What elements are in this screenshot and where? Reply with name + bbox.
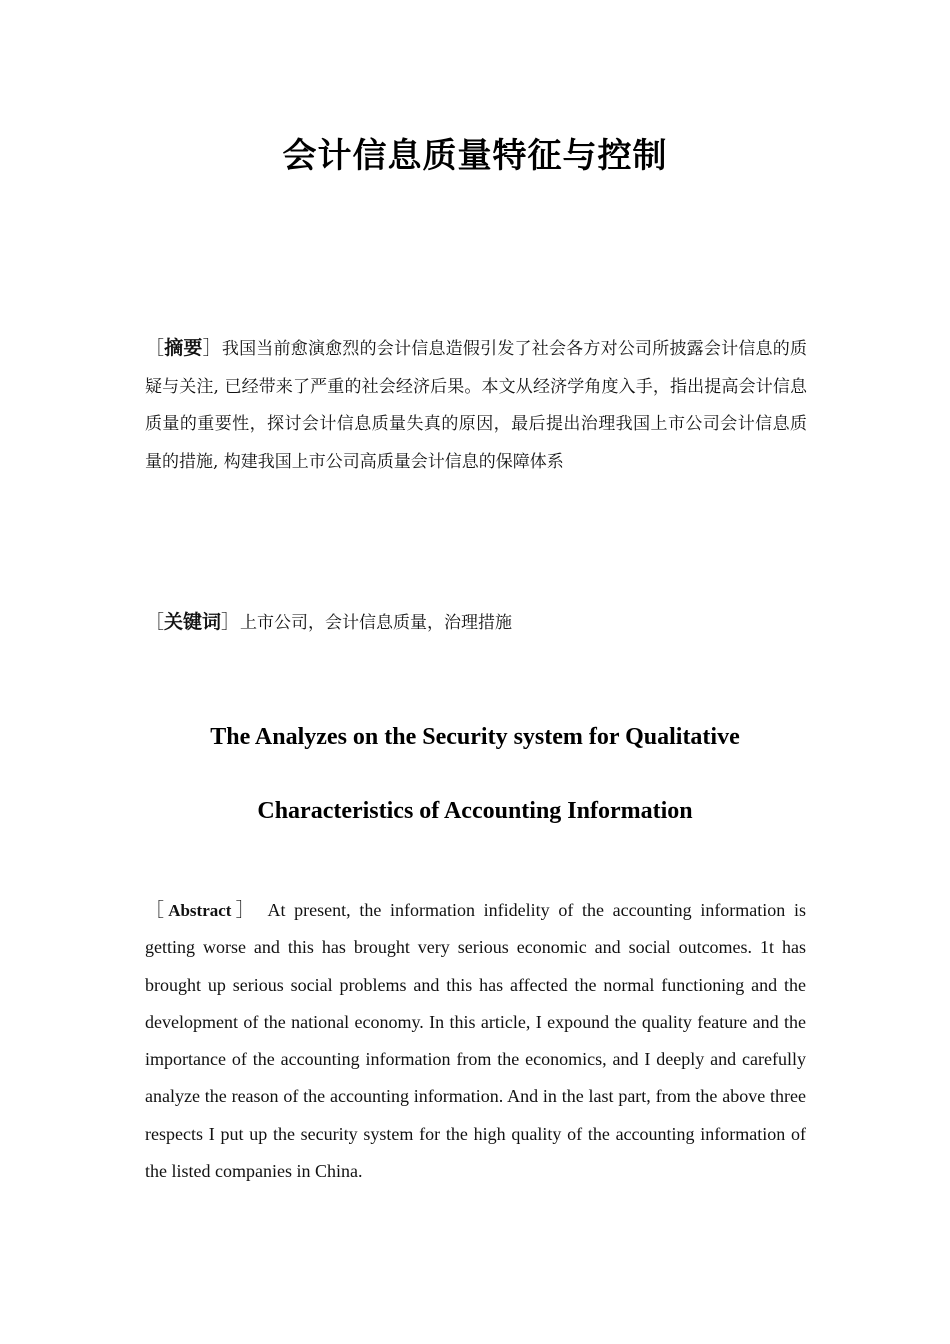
english-title	[0, 700, 950, 848]
keywords-text: 上市公司，会计信息质量，治理措施	[240, 613, 513, 633]
english-title-line-2: Characteristics of Accounting Information	[257, 798, 693, 824]
abstract-label: 摘要	[164, 337, 203, 359]
abstract-open-bracket: ［	[145, 337, 165, 359]
chinese-keywords	[145, 605, 807, 640]
abstract-close-bracket: ］	[202, 337, 222, 359]
en-abstract-open-bracket: ［	[145, 900, 169, 921]
en-abstract-text: At present, the information infidelity of the accounting information is getting worse and this has brought very serious economic and social outcomes. 1t has brought up serious social problems and this has affected the normal functioning and the development of the national economy. In this article, I expound the quality feature and the importance of the accounting information from the economics, and I deeply and carefully analyze the reason of the accounting information. And in the last part, from the above three respects I put up the security system for the high quality of the accounting information of the listed companies in China.	[145, 900, 806, 1182]
keywords-label: 关键词	[164, 611, 222, 633]
page-title: 会计信息质量特征与控制	[282, 136, 668, 176]
abstract-text: 我国当前愈演愈烈的会计信息造假引发了社会各方对公司所披露会计信息的质疑与关注, 已经带来了严重的社会经济后果。本文从经济学角度入手，指出提高会计信息质量的重要性，探讨会计信息质量失真的原因，最后提出治理我国上市公司会计信息质量的措施, 构建我国上市公司高质量会计信息的保障体系	[145, 339, 807, 472]
chinese-abstract	[145, 330, 807, 481]
keywords-open-bracket: ［	[145, 611, 165, 633]
en-abstract-label: Abstract	[168, 901, 232, 920]
en-abstract-close-bracket: ］	[231, 900, 259, 921]
keywords-close-bracket: ］	[221, 611, 241, 633]
english-abstract	[145, 892, 806, 1190]
english-title-line-1: The Analyzes on the Security system for Qualitative	[210, 724, 740, 750]
